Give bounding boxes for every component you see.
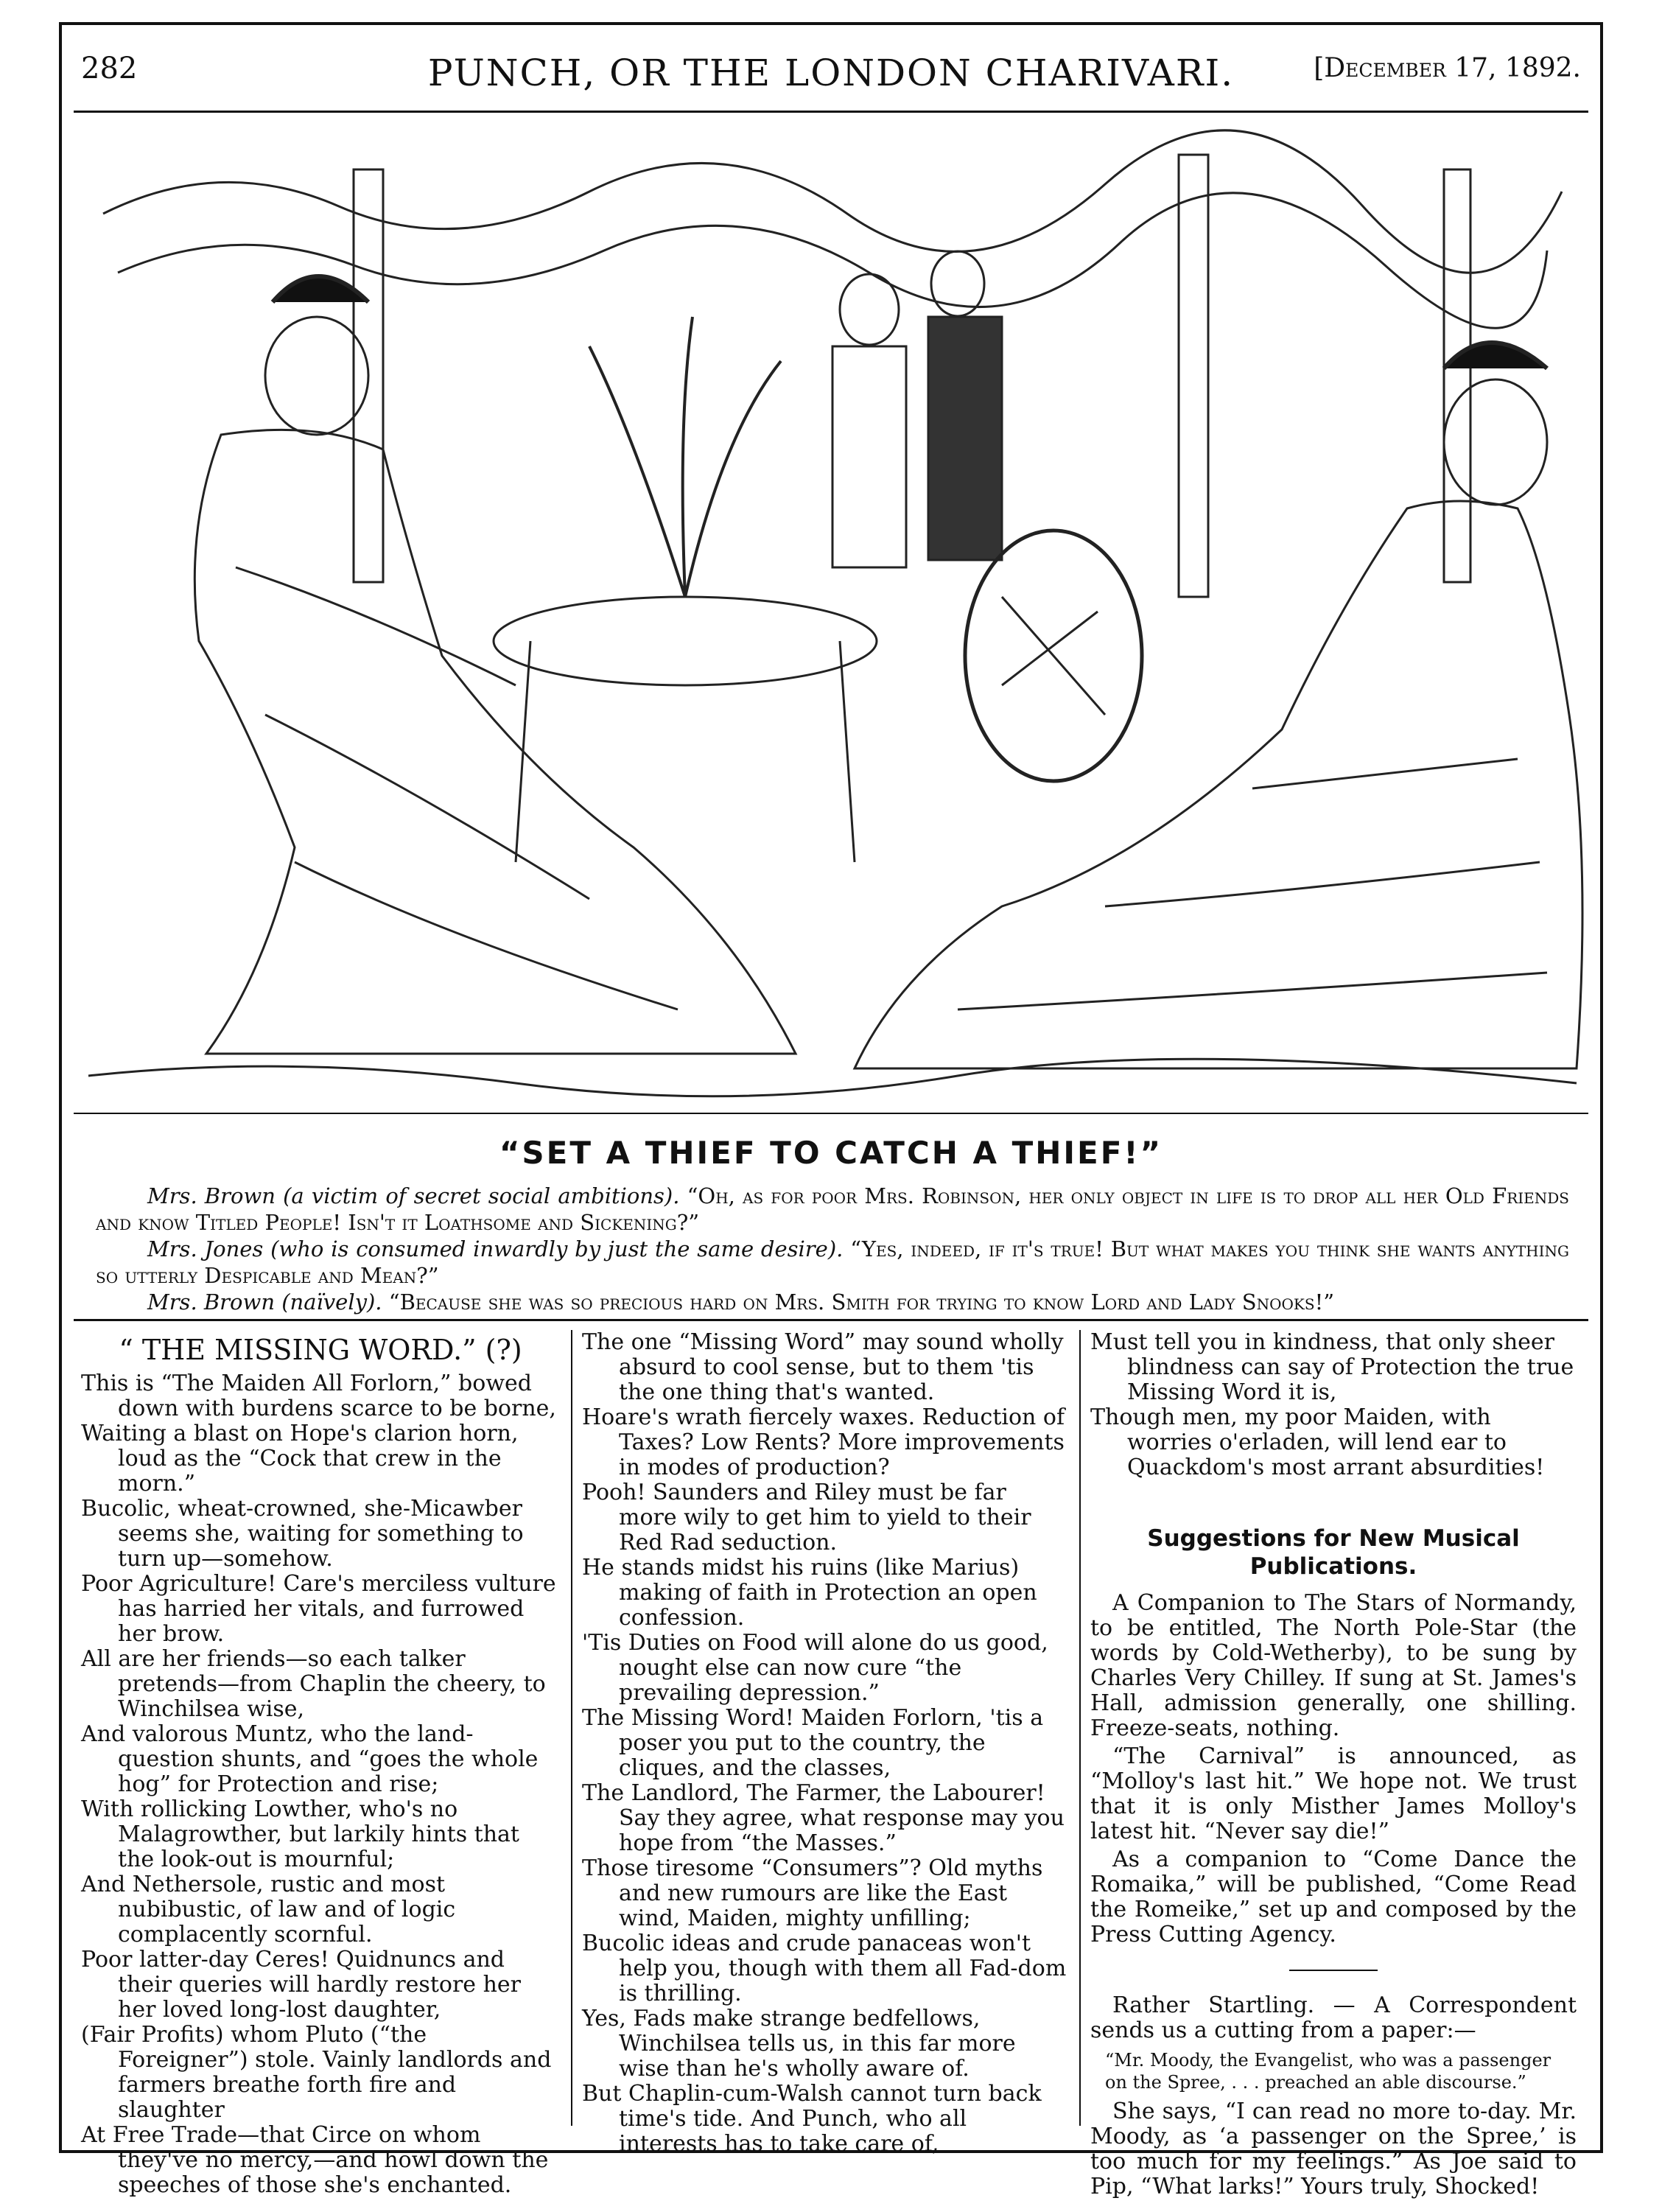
poem-line: Waiting a blast on Hope's clarion horn, loud as the “Cock that crew in the morn.” (81, 1421, 519, 1497)
caption-speaker: Mrs. Brown (a victim of secret social ambitions). (147, 1183, 680, 1208)
suggestion-paragraph: A Companion to The Stars of Normandy, to be entitled, The North Pole-Star (the words by Cold-Wetherby), to be sung by Charles Very Chilley. If sung at St. James's Hall, admission generally, one shilling. Freeze-seats, nothing. (1090, 1590, 1577, 1741)
poem-line: Bucolic ideas and crude panaceas won't help you, though with them all Fad-dom is thrilling. (582, 1931, 1067, 2006)
poem-line: The Missing Word! Maiden Forlorn, 'tis a poser you put to the country, the cliques, and the classes, (582, 1705, 1044, 1781)
poem-line: He stands midst his ruins (like Marius) making of faith in Protection an open confession. (582, 1555, 1037, 1631)
poem-line: But Chaplin-cum-Walsh cannot turn back time's tide. And Punch, who all interests has to take care of, (582, 2081, 1042, 2157)
poem-line: Bucolic, wheat-crowned, she-Micawber seems she, waiting for something to turn up—somehow. (81, 1496, 524, 1572)
poem-line: At Free Trade—that Circe on whom they've no mercy,—and howl down the speeches of those she's enchanted. (81, 2122, 549, 2198)
cartoon-title: “SET A THIEF TO CATCH A THIEF!” (499, 1135, 1163, 1171)
startling-quote: “Mr. Moody, the Evangelist, who was a passenger on the Spree, . . . preached an able discourse.” (1105, 2050, 1551, 2093)
poem-line: And Nethersole, rustic and most nubibustic, of law and of logic complacently scornful. (81, 1872, 456, 1947)
poem-line: This is “The Maiden All Forlorn,” bowed down with burdens scarce to be borne, (81, 1371, 556, 1421)
suggestion-paragraph: As a companion to “Come Dance the Romaika,” will be published, “Come Read the Romeike,” set up and composed by the Press Cutting Agency. (1090, 1847, 1577, 1947)
cartoon-caption (96, 1183, 1569, 1315)
column-3 (1090, 1329, 1577, 2199)
poem-line: And valorous Muntz, who the land-question shunts, and “goes the whole hog” for Protection and rise; (81, 1721, 539, 1797)
page-header (81, 52, 1581, 103)
poem-line: Those tiresome “Consumers”? Old myths and new rumours are like the East wind, Maiden, mighty unfilling; (582, 1855, 1043, 1931)
column-divider (1079, 1330, 1081, 2126)
poem-line: Though men, my poor Maiden, with worries o'erladen, will lend ear to Quackdom's most arrant absurdities! (1090, 1404, 1545, 1480)
section-separator (1289, 1970, 1378, 1971)
header-rule (74, 111, 1588, 113)
caption-line (96, 1183, 1569, 1236)
poem-line: The Landlord, The Farmer, the Labourer! Say they agree, what response may you hope from “the Masses.” (582, 1780, 1065, 1856)
poem-line: 'Tis Duties on Food will alone do us good, nought else can now cure “the prevailing depression.” (582, 1630, 1048, 1706)
engraving-drawing (74, 125, 1588, 1113)
section-rule (74, 1319, 1588, 1321)
poem-line: With rollicking Lowther, who's no Malagrowther, but larkily hints that the look-out is mournful; (81, 1796, 519, 1872)
poem-line: Poor Agriculture! Care's merciless vulture has harried her vitals, and furrowed her brow. (81, 1571, 556, 1647)
poem-line: Hoare's wrath fiercely waxes. Reduction of Taxes? Low Rents? More improvements in modes of production? (582, 1404, 1065, 1480)
masthead-title: PUNCH, OR THE LONDON CHARIVARI. (427, 52, 1235, 94)
poem-line: All are her friends—so each talker pretends—from Chaplin the cheery, to Winchilsea wise, (81, 1646, 546, 1722)
poem-title: “ THE MISSING WORD.” (?) (119, 1334, 522, 1366)
caption-speaker: Mrs. Brown (naïvely). (147, 1289, 382, 1315)
poem-line: The one “Missing Word” may sound wholly absurd to cool sense, but to them 'tis the one thing that's wanted. (582, 1329, 1064, 1405)
startling-intro: Rather Startling. — A Correspondent sends us a cutting from a paper:— (1090, 1992, 1577, 2043)
poem-line: Pooh! Saunders and Riley must be far more wily to get him to yield to their Red Rad seduction. (582, 1480, 1031, 1555)
poem-line: Yes, Fads make strange bedfellows, Winchilsea tells us, in this far more wise than he's wholly aware of. (582, 2006, 1016, 2082)
caption-text: “Oh, as for poor Mrs. Robinson, her only object in life is to drop all her Old Friends and know Titled People! Isn't it Loathsome and Sickening?” (96, 1183, 1570, 1235)
suggestion-paragraph: “The Carnival” is announced, as “Molloy's last hit.” We hope not. We trust that it is only Misther James Molloy's latest hit. “Never say die!” (1090, 1743, 1577, 1844)
section-title-suggestions: Suggestions for New Musical Publications. (1147, 1525, 1520, 1580)
cartoon-illustration (74, 125, 1588, 1114)
caption-line (96, 1289, 1569, 1315)
page-number: 282 (81, 52, 138, 85)
poem-line: (Fair Profits) whom Pluto (“the Foreigner”) stole. Vainly landlords and farmers breathe forth fire and slaughter (81, 2022, 552, 2123)
caption-text: “Yes, indeed, if it's true! But what makes you think she wants anything so utterly Despicable and Mean?” (96, 1236, 1570, 1288)
poem-line: Poor latter-day Ceres! Quidnuncs and their queries will hardly restore her her loved long-lost daughter, (81, 1947, 521, 2023)
poem-line: Must tell you in kindness, that only sheer blindness can say of Protection the true Missing Word it is, (1090, 1329, 1574, 1405)
caption-text: “Because she was so precious hard on Mrs. Smith for trying to know Lord and Lady Snooks!” (388, 1289, 1335, 1315)
caption-line (96, 1236, 1569, 1289)
startling-closing: She says, “I can read no more to-day. Mr. Moody, as ‘a passenger on the Spree,’ is too much for my feelings.” As Joe said to Pip, “What larks!” Yours truly, Shocked! (1090, 2099, 1577, 2199)
column-2 (582, 1329, 1068, 2157)
column-divider (571, 1330, 572, 2126)
issue-date: [December 17, 1892. (1314, 53, 1581, 83)
caption-speaker: Mrs. Jones (who is consumed inwardly by just the same desire). (147, 1236, 844, 1261)
column-1 (81, 1330, 560, 2198)
